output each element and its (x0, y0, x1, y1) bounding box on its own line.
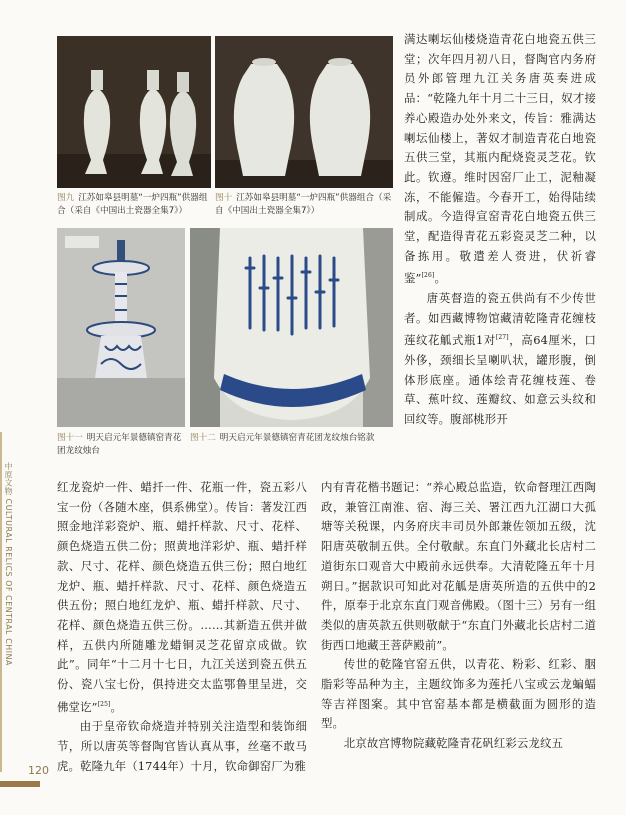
figure-10-caption (215, 192, 393, 217)
figure-12-text: 明天启元年景德镇窑青花团龙纹烛台铭款 (219, 433, 375, 443)
footnote-marker: [26] (421, 272, 435, 280)
paragraph: 北京故宫博物院藏乾隆青花矾红彩云龙纹五 (343, 736, 564, 751)
paragraph: 由于皇帝钦命烧造并特别关注造型和装饰细节，所以唐英等督陶官皆认真从事，丝毫不敢马虎。乾隆九年（1744年）十月，钦命御窑厂为雅 (57, 719, 307, 773)
margin-rule (0, 432, 2, 772)
figure-10-image (215, 36, 393, 188)
figure-9-photo (57, 36, 211, 188)
figure-11-text: 明天启元年景德镇窑青花团龙纹烛台 (57, 433, 182, 456)
figure-12-caption (190, 432, 393, 445)
paragraph-text: 唐英督造的瓷五供尚有不少传世者。如西藏博物馆藏清乾隆青花缠枝莲纹花觚式瓶1对 (404, 290, 596, 348)
figure-9-image (57, 36, 211, 188)
figure-12-image (190, 228, 393, 427)
figure-10-label: 图十 (215, 193, 233, 203)
figure-11-label: 图十一 (57, 433, 83, 443)
paragraph (404, 289, 596, 430)
figure-9-caption (57, 192, 211, 217)
footnote-marker: [25] (97, 700, 111, 708)
figure-11-image (57, 228, 185, 427)
journal-side-label: 中原文物 CULTURAL RELICS OF CENTRAL CHINA (4, 462, 13, 666)
figure-10-text: 江苏如皋县明墓“一炉四瓶”供器组合（采自《中国出土瓷器全集7》） (215, 193, 392, 216)
figure-12-label: 图十二 (190, 433, 216, 443)
page-number-bar (0, 781, 40, 787)
paragraph: 满达喇坛仙楼烧造青花白地瓷五供三堂；次年四月初八日，督陶官内务府员外郎管理九江关务唐英奏进成品：“乾隆九年十月二十三日，奴才接养心殿造办处外来文，传旨：雅满达喇坛仙楼上，著奴才制造青花白地瓷五供三堂，其瓶内配烧瓷灵芝花。钦此。钦遵。维时因窑厂止工，泥釉凝冻，不能僱造。今春开工，始得陆续制成。今造得宣窑青花白地瓷五供三堂，配造得青花五彩瓷灵芝二种，以备拣用。敬遣差人赍进，伏祈睿鉴”[26]。 (404, 32, 596, 286)
right-column-upper (404, 30, 596, 430)
paragraph-text: 满达喇坛仙楼烧造青花白地瓷五供三堂；次年四月初八日，督陶官内务府员外郎管理九江关务唐英奏进成品：“乾隆九年十月二十三日，奴才接养心殿造办处外来文，传旨：雅满达喇坛仙楼上，著奴才制造青花白地瓷五供三堂，其瓶内配烧瓷灵芝花。钦此。钦遵。维时因窑厂止工，泥釉凝冻，不能僱造。今春开工，始得陆续制成。今造得宣窑青花白地瓷五供三堂，配造得青花五彩瓷灵芝二种，以备拣用。敬遣差人赍进，伏祈睿鉴” (404, 32, 596, 286)
paragraph: 内有青花楷书题记：“养心殿总监造，钦命督理江西陶政，兼管江南淮、宿、海三关、署江西九江湖口大孤塘等关税课，内务府庆丰司员外郎兼佐领加五级，沈阳唐英敬制五供。全付敬献。东直门外藏北长店村二道街东口观音大中殿前永远供奉。大清乾隆五年十月朔日。”据款识可知此对花觚是唐英所造的五供中的2件，原奉于北京东直门观音佛殿。（图十三）另有一组类似的唐英款五供则敬献于“东直门外藏北长店村二道街西口地藏王菩萨殿前”。 (321, 480, 596, 652)
paragraph-text: ，高64厘米，口外侈，颈细长呈喇叭状，罐形腹，倒体形底座。通体绘青花缠枝莲、卷草、蕉叶纹、莲瓣纹、如意云头纹和回纹等。腹部桃形开 (404, 333, 596, 426)
paragraph: 传世的乾隆官窑五供，以青花、粉彩、红彩、胭脂彩等品种为主，主题纹饰多为莲托八宝或云龙蝙蝠等吉祥图案。其中官窑基本都是横截面为圆形的造型。 (321, 657, 596, 731)
left-column-lower (57, 478, 307, 776)
footnote-marker: [27] (495, 334, 509, 342)
figure-9-text: 江苏如皋县明墓“一炉四瓶”供器组合（采自《中国出土瓷器全集7》） (57, 193, 208, 216)
figure-11-caption (57, 432, 185, 457)
figure-11-photo (57, 228, 185, 427)
right-column-lower (321, 478, 596, 754)
figure-10-photo (215, 36, 393, 188)
page-number: 120 (28, 764, 49, 777)
paragraph-text: 红龙瓷炉一件、蜡扦一件、花瓶一件，瓷五彩八宝一份（各随木座，俱系佛堂）。传旨：著发江西照金地洋彩瓷炉、瓶、蜡扦样款、尺寸、花样、颜色烧造五供二份；照黄地洋彩炉、瓶、蜡扦样款、尺寸、花样、颜色烧造五供三份；照白地红龙炉、瓶、蜡扦样款、尺寸、花样、颜色烧造五供五份；照白地红龙炉、瓶、蜡扦样款、尺寸、花样、颜色烧造五供三份。……其新造五供并做样，五供内所随雕龙蜡铜灵芝花留京成做。钦此”。同年“十二月十七日，九江关送到瓷五供五份、瓷八宝七份，俱持进交太监鄂鲁里呈进，交佛堂讫” (57, 480, 307, 714)
figure-9-label: 图九 (57, 193, 75, 203)
paragraph: 红龙瓷炉一件、蜡扦一件、花瓶一件，瓷五彩八宝一份（各随木座，俱系佛堂）。传旨：著发江西照金地洋彩瓷炉、瓶、蜡扦样款、尺寸、花样、颜色烧造五供二份；照黄地洋彩炉、瓶、蜡扦样款、尺寸、花样、颜色烧造五供三份；照白地红龙炉、瓶、蜡扦样款、尺寸、花样、颜色烧造五供五份；照白地红龙炉、瓶、蜡扦样款、尺寸、花样、颜色烧造五供三份。……其新造五供并做样，五供内所随雕龙蜡铜灵芝花留京成做。钦此”。同年“十二月十七日，九江关送到瓷五供五份、瓷八宝七份，俱持进交太监鄂鲁里呈进，交佛堂讫”[25]。 (57, 480, 307, 714)
figure-12-photo (190, 228, 393, 427)
